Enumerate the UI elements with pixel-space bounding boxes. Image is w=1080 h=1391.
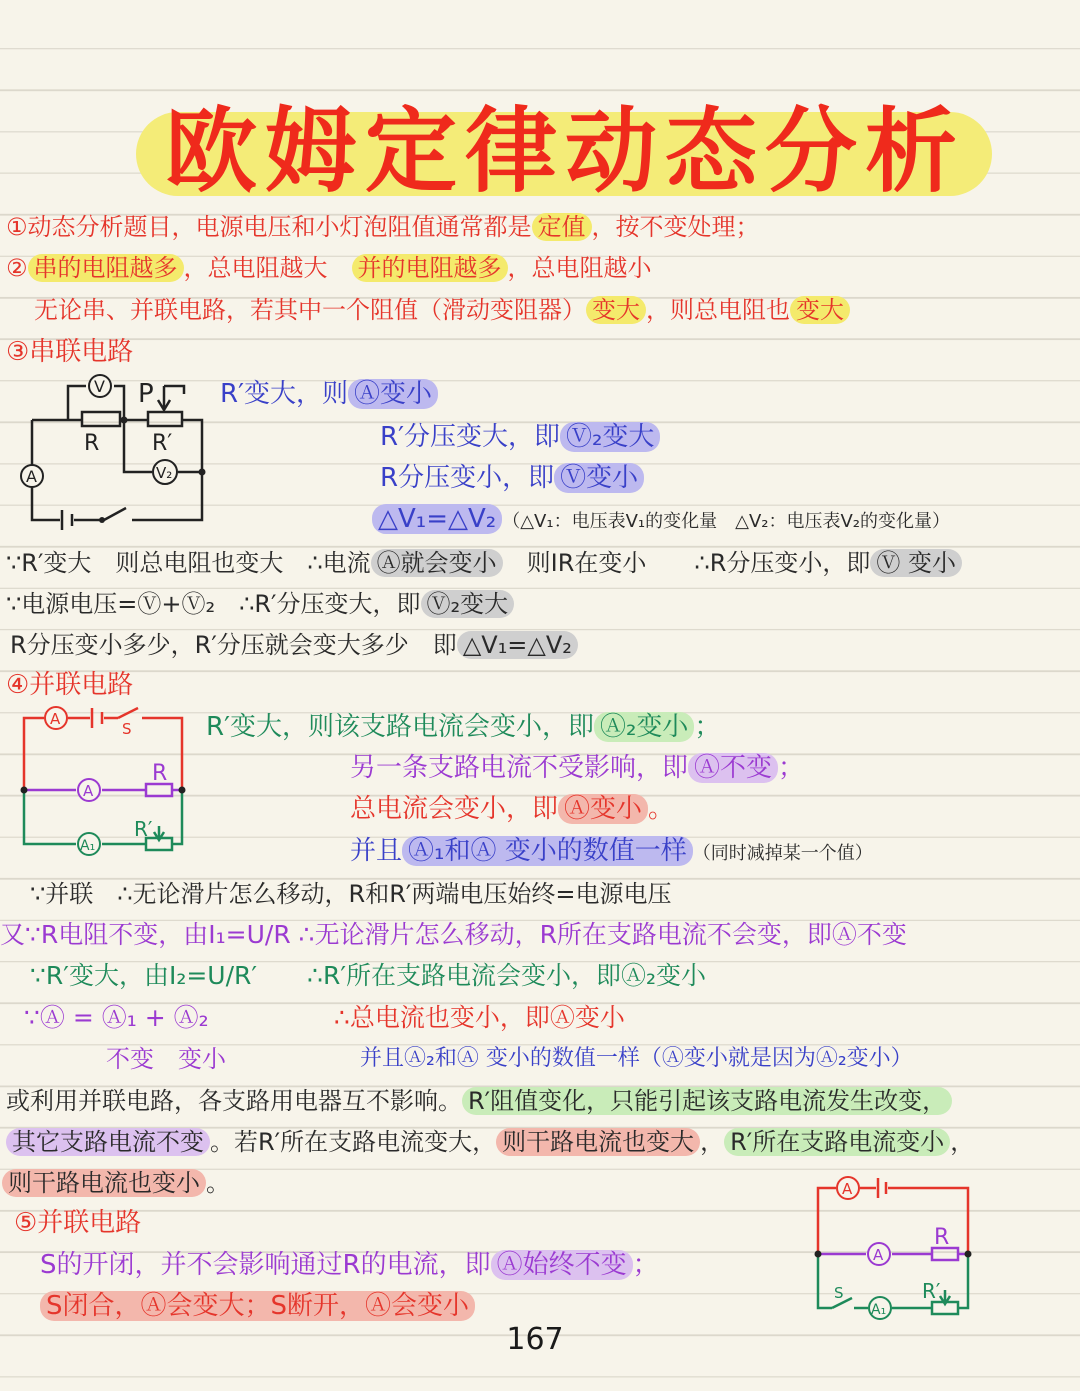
resistor-rp-label: R′ — [152, 431, 173, 456]
s4-explain-1: ∵并联 ∴无论滑片怎么移动，R和R′两端电压始终=电源电压 — [30, 880, 672, 908]
s4-line-2-text: 另一条支路电流不受影响，即 — [350, 753, 689, 783]
s5-ammeter-a1-label: A₁ — [871, 1302, 887, 1318]
s4-line-4 — [350, 834, 873, 871]
s4-ammeter-branch-label: A — [83, 782, 94, 800]
s3-c3-text: R分压变小多少，R′分压就会变大多少 即 — [10, 631, 457, 659]
s4-line-3-text: 总电流会变小，即 — [350, 794, 559, 824]
s5-line-2-hl: S闭合，Ⓐ会变大；S断开，Ⓐ会变小 — [40, 1291, 475, 1321]
s4-final-2-text: 。若R′所在支路电流变大， — [210, 1128, 497, 1156]
section-3-heading: ③串联电路 — [6, 337, 134, 367]
rule-2-series-result: ，总电阻越大 — [183, 254, 352, 282]
s4-final-2-hl2: 则干路电流也变大 — [496, 1128, 700, 1156]
s3-line-2-text: R′分压变大，即 — [380, 422, 560, 452]
s3-c2-text: ∵电源电压=Ⓥ+Ⓥ₂ ∴R′分压变大，即 — [6, 590, 421, 618]
s4-ammeter-main-label: A — [50, 710, 61, 728]
s3-line-4-hl: △V₁=△V₂ — [372, 504, 502, 534]
s3-line-3-text: R分压变小，即 — [380, 463, 555, 493]
s4-explain-4-right-line: ∴总电流也变小，即Ⓐ变小 — [334, 1003, 625, 1032]
s4-final-2 — [6, 1125, 974, 1159]
s3-line-1 — [220, 377, 438, 411]
rule-1 — [6, 210, 760, 244]
s4-final-2-comma: ， — [700, 1128, 725, 1156]
s4-line-4-text: 并且 — [350, 836, 403, 866]
s5-line-1-tail: ； — [632, 1250, 659, 1280]
s3-conclusion-2 — [6, 587, 514, 621]
s3-conclusion-3 — [10, 628, 578, 662]
s3-line-4 — [372, 502, 950, 539]
s4-final-1-hl: R′阻值变化，只能引起该支路电流发生改变， — [462, 1087, 952, 1115]
resistor-r-label: R — [84, 431, 100, 456]
s3-conclusion-1 — [6, 546, 962, 580]
s3-line-3-hl: Ⓥ变小 — [554, 463, 644, 493]
s5-line-1-text: S的开闭，并不会影响通过R的电流，即 — [40, 1250, 491, 1280]
s3-line-3 — [380, 461, 644, 495]
s4-explain-4 — [24, 1001, 209, 1035]
ammeter-a-label: A — [26, 467, 37, 486]
s3-line-4-note: （△V₁：电压表V₁的变化量 △V₂：电压表V₂的变化量） — [502, 511, 951, 532]
s4-explain-2: 又∵R电阻不变，由I₁=U/R ∴无论滑片怎么移动，R所在支路电流不会变，即Ⓐ不变 — [0, 920, 907, 949]
s3-c1-hl1: Ⓐ就会变小 — [371, 549, 503, 577]
rule-2-note-hl2: 变大 — [790, 296, 850, 324]
s4-final-1-text: 或利用并联电路，各支路用电器互不影响。 — [6, 1087, 462, 1115]
rule-2-parallel: 并的电阻越多 — [352, 254, 508, 282]
s4-line-2-tail: ； — [778, 753, 805, 783]
s4-resistor-r-label: R — [152, 761, 168, 786]
voltmeter-v2-label: V₂ — [156, 464, 173, 482]
section-5-heading: ⑤并联电路 — [14, 1208, 142, 1238]
s5-line-2 — [40, 1289, 475, 1323]
s4-resistor-rp-label: R′ — [134, 817, 153, 841]
rule-2-note-mid: ，则总电阻也 — [646, 296, 790, 324]
s4-final-2-hl1: 其它支路电流不变 — [6, 1128, 210, 1156]
s3-c1-mid: 则IR在变小 ∴R分压变小，即 — [502, 549, 871, 577]
s4-ammeter-a1-label: A₁ — [80, 838, 96, 854]
rule-1-tail: ，按不变处理； — [591, 213, 760, 241]
s4-line-1-text: R′变大，则该支路电流会变小，即 — [206, 712, 594, 742]
rule-2-num: ② — [6, 254, 28, 282]
page-title: 欧姆定律动态分析 — [164, 98, 965, 205]
rule-2-note-hl1: 变大 — [586, 296, 646, 324]
s4-line-2 — [350, 751, 804, 785]
rule-2-parallel-result: ，总电阻越小 — [507, 254, 652, 282]
rule-2-note — [34, 293, 850, 327]
s5-line-1-hl: Ⓐ始终不变 — [491, 1250, 633, 1280]
s3-c2-hl: Ⓥ₂变大 — [421, 590, 515, 618]
s4-final-3 — [2, 1166, 230, 1200]
s4-final-1 — [6, 1084, 952, 1118]
s4-switch-label: S — [122, 720, 132, 738]
parallel-circuit-diagram-1 — [14, 704, 194, 860]
s4-line-4-note: （同时减掉某一个值） — [692, 843, 873, 864]
s5-resistor-r-label: R — [934, 1225, 950, 1250]
s4-line-2-hl: Ⓐ不变 — [688, 753, 778, 783]
s4-line-3-tail: 。 — [648, 794, 675, 824]
rule-2 — [6, 251, 652, 285]
rule-1-text: ①动态分析题目，电源电压和小灯泡阻值通常都是 — [6, 213, 532, 241]
voltmeter-v-label: V — [94, 377, 105, 396]
s5-ammeter-branch-label: A — [873, 1246, 884, 1264]
s4-explain-3 — [30, 959, 706, 993]
s3-line-2 — [380, 420, 660, 454]
s5-line-1 — [40, 1248, 659, 1282]
s3-c1-hl2: Ⓥ 变小 — [870, 549, 962, 577]
s4-final-3-hl: 则干路电流也变小 — [2, 1169, 206, 1197]
parallel-circuit-diagram-2 — [806, 1174, 980, 1324]
s5-switch-label: S — [834, 1284, 844, 1302]
s4-line-1 — [206, 710, 720, 744]
s3-line-2-hl: Ⓥ₂变大 — [560, 422, 660, 452]
s3-c3-hl: △V₁=△V₂ — [457, 631, 578, 659]
s4-explain-5-right-line: 并且Ⓐ₂和Ⓐ 变小的数值一样（Ⓐ变小就是因为Ⓐ₂变小） — [360, 1046, 913, 1071]
s4-explain-3-left: ∵R′变大，由I₂=U/R′ — [30, 961, 258, 990]
s4-explain-3-right: ∴R′所在支路电流会变小，即Ⓐ₂变小 — [307, 961, 707, 990]
s4-explain-4-left: ∵Ⓐ = Ⓐ₁ + Ⓐ₂ — [24, 1003, 209, 1032]
s3-line-1-hl: Ⓐ变小 — [348, 379, 438, 409]
s5-ammeter-main-label: A — [842, 1180, 853, 1198]
s4-final-2-tail: ， — [950, 1128, 975, 1156]
s3-c1-text: ∵R′变大 则总电阻也变大 ∴电流 — [6, 549, 371, 577]
s4-line-1-tail: ； — [694, 712, 721, 742]
rule-2-note-text: 无论串、并联电路，若其中一个阻值（滑动变阻器） — [34, 296, 586, 324]
s4-line-3 — [350, 792, 674, 826]
series-circuit-diagram — [14, 372, 214, 532]
s4-line-4-hl: Ⓐ₁和Ⓐ 变小的数值一样 — [402, 836, 693, 866]
rule-1-highlight: 定值 — [532, 213, 592, 241]
rule-2-series: 串的电阻越多 — [28, 254, 184, 282]
s4-line-3-hl: Ⓐ变小 — [558, 794, 648, 824]
slider-p-label: P — [138, 379, 154, 409]
s4-final-2-hl3: R′所在支路电流变小 — [724, 1128, 950, 1156]
s4-explain-5-left-line: 不变 变小 — [106, 1045, 226, 1073]
section-4-heading: ④并联电路 — [6, 670, 134, 700]
s5-resistor-rp-label: R′ — [922, 1279, 941, 1303]
s4-line-1-hl: Ⓐ₂变小 — [594, 712, 694, 742]
s3-line-1-text: R′变大，则 — [220, 379, 348, 409]
s4-final-3-tail: 。 — [206, 1169, 230, 1197]
page-number: 167 — [506, 1322, 564, 1357]
